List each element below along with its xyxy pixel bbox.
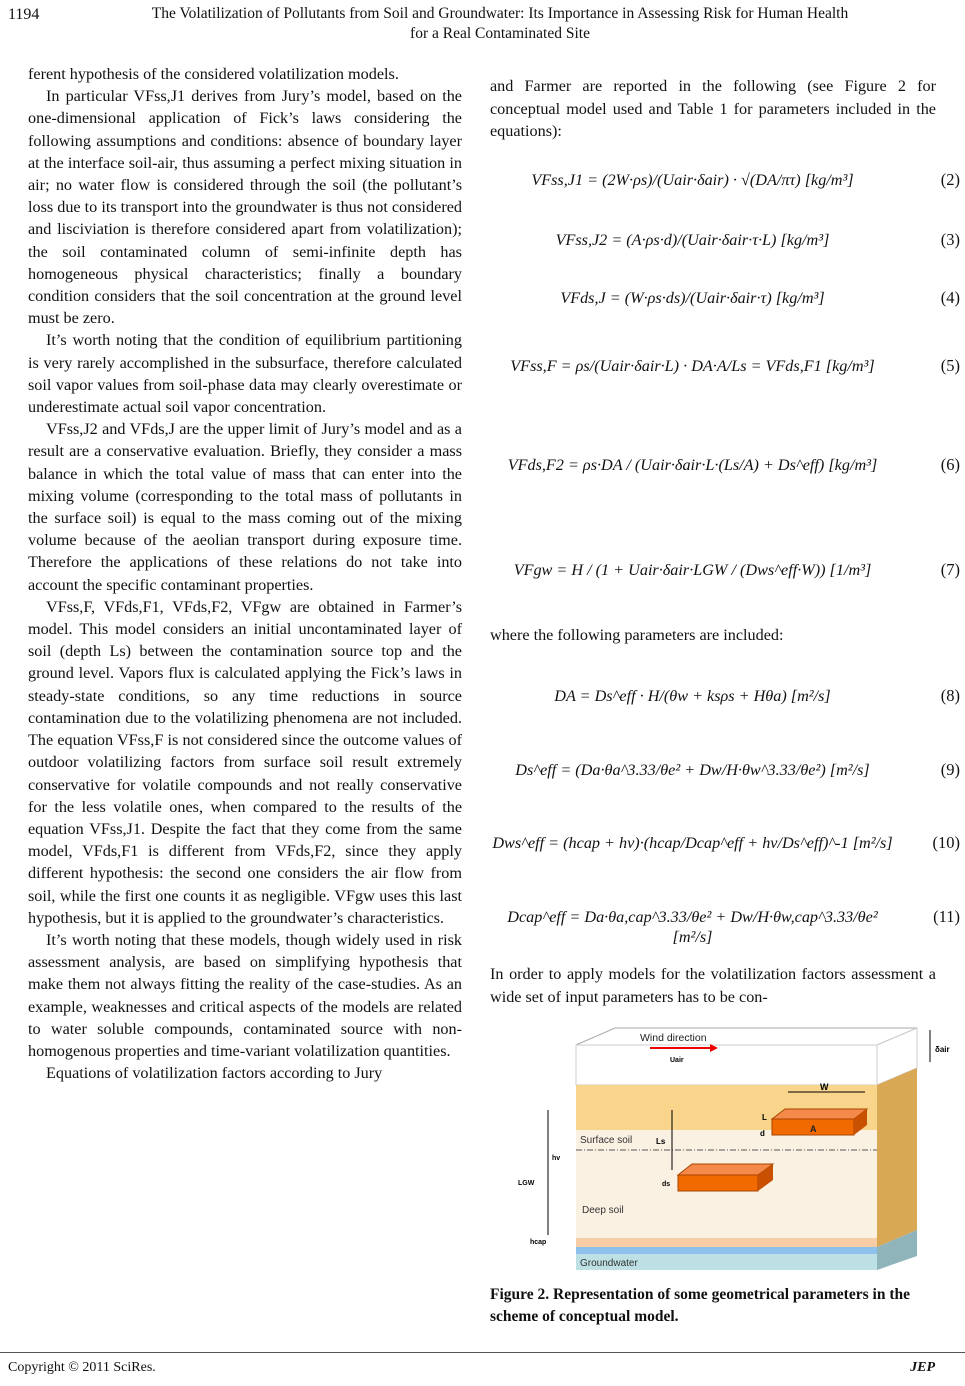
- paragraph: It’s worth noting that these models, though widely used in risk assessment analysis, are based on simplifying hypothesis that make them not always fitting the reality of the case-studies. As an example, weaknesses and critical aspects of the models are related to water soluble compounds, contaminated source with non-homogenous properties and time-variant volatilization quantities.: [28, 930, 462, 1060]
- equation-number: (2): [940, 170, 960, 189]
- equation-number: (8): [940, 686, 960, 705]
- deep-source-top: [678, 1164, 773, 1175]
- equation-6: VFds,F2 = ρs·DA / (Uair·δair·L·(Ls/A) + Ds^eff) [kg/m³]: [507, 456, 878, 474]
- page-number: 1194: [8, 6, 40, 23]
- deep-soil-label: Deep soil: [582, 1205, 624, 1216]
- d-label: d: [760, 1129, 765, 1138]
- equation-11: Dcap^eff = Da·θa,cap^3.33/θe² + Dw/H·θw,cap^3.33/θe² [m²/s]: [507, 908, 878, 946]
- water-table: [576, 1247, 877, 1254]
- l-label: L: [762, 1113, 767, 1122]
- figure-caption: Figure 2. Representation of some geometrical parameters in the scheme of conceptual model.: [490, 1286, 910, 1325]
- equation-7: VFgw = H / (1 + Uair·δair·LGW / (Dws^eff·W)) [1/m³]: [513, 561, 872, 579]
- w-label: W: [820, 1082, 829, 1092]
- journal-abbrev: JEP: [910, 1360, 935, 1375]
- paragraph: Equations of volatilization factors according to Jury: [46, 1064, 383, 1083]
- equation-5: VFss,F = ρs/(Uair·δair·L) · DA·A/Ls = VFds,F1 [kg/m³]: [510, 357, 875, 375]
- right-intro: and Farmer are reported in the following (see Figure 2 for conceptual model used and Table 1 for parameters included in the equations):: [490, 77, 936, 141]
- capillary-fringe: [576, 1238, 877, 1247]
- hcap-label: hcap: [530, 1239, 547, 1246]
- equation-number: (10): [932, 833, 960, 852]
- equation-number: (6): [940, 455, 960, 474]
- paragraph: ferent hypothesis of the considered volatilization models.: [28, 65, 399, 83]
- equation-number: (4): [940, 288, 960, 307]
- conceptual-model-figure: [515, 1020, 965, 1275]
- hv-label: hv: [552, 1155, 561, 1162]
- ls-label: Ls: [656, 1137, 666, 1146]
- a-label: A: [810, 1124, 817, 1134]
- wind-label: Wind direction: [640, 1032, 707, 1044]
- uair-label: Uair: [670, 1057, 684, 1064]
- deep-source: [678, 1175, 758, 1191]
- running-title: The Volatilization of Pollutants from Soil and Groundwater: Its Importance in Assessing Risk for Human Health for a Real Contaminated Site: [151, 5, 849, 42]
- footer-rule: [0, 1352, 965, 1353]
- surface-soil-label: Surface soil: [580, 1135, 633, 1146]
- air-front: [576, 1045, 877, 1085]
- paragraph: VFss,F, VFds,F1, VFds,F2, VFgw are obtained in Farmer’s model. This model considers an initial uncontaminated layer of soil (depth Ls) between the contamination source top and the ground level. Vapors flux is calculated applying the Fick’s laws in steady-state conditions, so any time reductions in source contamination due to the volatilizing phenomena are not included. The equation VFss,F is not considered since the outcome values of outdoor volatilizing factors from surface soil result extremely conservative for volatile compounds and not really conservative for the less volatile ones, when compared to the results of the equation VFss,J1. Despite the fact that they come from the same model, VFds,F1 is different from VFds,F2, since they apply different hypothesis: the second one considers the air flow from soil, while the first one counts it as negligible. VFgw uses this last hypothesis, but it is applied to the groundwater’s characteristics.: [28, 597, 462, 927]
- equation-number: (9): [940, 760, 960, 779]
- copyright: Copyright © 2011 SciRes.: [8, 1360, 156, 1375]
- groundwater-label: Groundwater: [580, 1258, 638, 1269]
- equation-number: (7): [940, 560, 960, 579]
- equation-9: Ds^eff = (Da·θa^3.33/θe² + Dw/H·θw^3.33/θe²) [m²/s]: [515, 761, 870, 779]
- surface-source-top: [772, 1109, 867, 1119]
- air-top: [576, 1028, 917, 1045]
- equation-number: (5): [940, 356, 960, 375]
- paragraph: It’s worth noting that the condition of equilibrium partitioning is very rarely accomplished in the subsurface, therefore calculated soil vapor values from soil-phase data may clearly overestimate or underestimate actual soil vapor concentration.: [28, 331, 462, 417]
- where-text: where the following parameters are included:: [490, 626, 784, 644]
- equation-2: VFss,J1 = (2W·ρs)/(Uair·δair) · √(DA/πτ) [kg/m³]: [531, 171, 854, 189]
- side-face: [877, 1068, 917, 1247]
- equation-10: Dws^eff = (hcap + hv)·(hcap/Dcap^eff + hv/Ds^eff)^-1 [m²/s]: [492, 834, 893, 852]
- paragraph: In particular VFss,J1 derives from Jury’s model, based on the one-dimensional application of Fick’s laws considering the following assumptions and conditions: absence of boundary layer at the interface soil-air, thus assuming a perfect mixing situation in air; no water flow is considered through the soil (the pollutant’s loss due to its transport into the groundwater is thus not considered and lisciviation is therefore considered apart from volatilization); the soil contaminated column of semi-infinite depth has homogeneous physical characteristics; finally a boundary condition considers that the soil concentration at the ground level must be zero.: [28, 87, 462, 328]
- equation-number: (3): [940, 230, 960, 249]
- paragraph: VFss,J2 and VFds,J are the upper limit of Jury’s model and as a result are a conservative evaluation. Briefly, they consider a mass balance in which the total value of mass that can enter into the mixing volume (corresponding to the total mass of pollutants in the surface soil) is equal to the mass coming out of the mixing volume because of the aeolian transport during exposure time. Therefore the applications of these relations do not take into account the specific contaminant properties.: [28, 420, 462, 594]
- equation-number: (11): [933, 907, 960, 926]
- equation-4: VFds,J = (W·ρs·ds)/(Uair·δair·τ) [kg/m³]: [560, 289, 825, 307]
- left-column: [28, 63, 462, 1084]
- delta-air-label: δair: [935, 1045, 950, 1054]
- lgw-label: LGW: [518, 1180, 535, 1187]
- equation-8: DA = Ds^eff · H/(θw + ksρs + Hθa) [m²/s]: [554, 687, 831, 705]
- ds-label: ds: [662, 1181, 671, 1188]
- closing-text: In order to apply models for the volatilization factors assessment a wide set of input parameters has to be con-: [490, 965, 936, 1006]
- equation-3: VFss,J2 = (A·ρs·d)/(Uair·δair·τ·L) [kg/m³]: [555, 231, 830, 249]
